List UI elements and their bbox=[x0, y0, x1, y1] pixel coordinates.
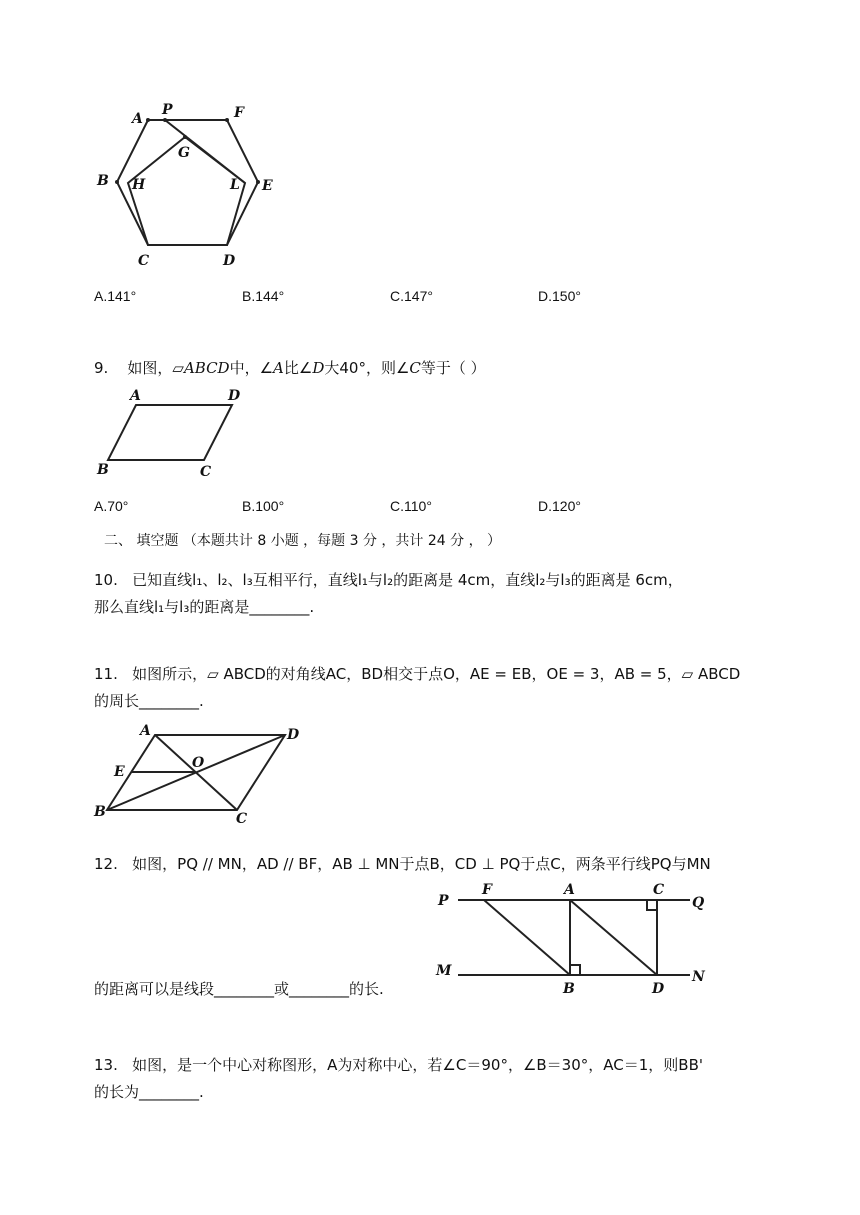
q9-text-a: 如图， bbox=[127, 359, 173, 377]
q9-angle3: C bbox=[409, 359, 421, 377]
q8-label-p: P bbox=[162, 102, 173, 118]
q11-line2: 的周长________. bbox=[94, 692, 204, 710]
q12-line2: 的距离可以是线段________或________的长. bbox=[94, 980, 384, 998]
q8-option-a: A.141° bbox=[94, 288, 137, 304]
q12-line1 bbox=[94, 854, 711, 874]
q9-label-d: D bbox=[228, 388, 241, 404]
q11-figure bbox=[90, 720, 310, 830]
q11-label-e: E bbox=[114, 764, 125, 780]
q8-figure bbox=[90, 95, 290, 275]
q13-text-1: 如图，是一个中心对称图形，A为对称中心，若∠C＝90°，∠B＝30°，AC＝1，则BB' bbox=[132, 1056, 703, 1074]
q11-line1 bbox=[94, 664, 740, 684]
q12-label-c: C bbox=[653, 882, 665, 898]
q9-option-c: C.110° bbox=[390, 498, 432, 514]
q9-angle2: D bbox=[312, 359, 325, 377]
q8-option-d: D.150° bbox=[538, 288, 581, 304]
q12-label-m: M bbox=[436, 963, 452, 979]
q10-number: 10. bbox=[94, 571, 118, 589]
q8-label-f: F bbox=[234, 105, 244, 121]
q10-text-1: 已知直线l₁、l₂、l₃互相平行，直线l₁与l₂的距离是 4cm，直线l₂与l₃的距离是 6cm， bbox=[132, 571, 683, 589]
q9-text-b: 中，∠ bbox=[229, 359, 274, 377]
q8-label-a: A bbox=[132, 111, 143, 127]
q10-line1 bbox=[94, 570, 683, 590]
q9-option-d: D.120° bbox=[538, 498, 581, 514]
q12-text-1: 如图，PQ // MN，AD // BF，AB ⊥ MN于点B，CD ⊥ PQ于点C，两条平行线PQ与MN bbox=[132, 855, 711, 873]
q9-text-e: 等于（ ） bbox=[420, 359, 486, 377]
q8-label-b: B bbox=[97, 173, 109, 189]
q8-label-l: L bbox=[230, 177, 240, 193]
q11-label-d: D bbox=[287, 727, 300, 743]
q9-angle1: A bbox=[273, 359, 284, 377]
q12-right-angle-b bbox=[570, 965, 580, 975]
q12-label-f: F bbox=[482, 882, 492, 898]
q8-option-b: B.144° bbox=[242, 288, 285, 304]
q9-figure bbox=[92, 385, 252, 480]
q9-parallelogram bbox=[108, 405, 232, 460]
q10-line2: 那么直线l₁与l₃的距离是________. bbox=[94, 598, 315, 616]
q12-label-a: A bbox=[564, 882, 575, 898]
q9-option-b: B.100° bbox=[242, 498, 285, 514]
q11-number: 11. bbox=[94, 665, 118, 683]
q9-text-c: 比∠ bbox=[283, 359, 313, 377]
q9-text-d: 大40°，则∠ bbox=[324, 359, 410, 377]
q9-number: 9. bbox=[94, 359, 109, 377]
q12-figure bbox=[430, 875, 720, 1000]
q8-label-c: C bbox=[138, 253, 150, 269]
q12-label-n: N bbox=[692, 969, 705, 985]
q9-question bbox=[94, 358, 486, 378]
q11-label-c: C bbox=[236, 811, 248, 827]
q11-label-o: O bbox=[192, 755, 205, 771]
q11-text-1: 如图所示，▱ ABCD的对角线AC，BD相交于点O，AE = EB，OE = 3，AB = 5，▱ ABCD bbox=[132, 665, 741, 683]
q13-line1 bbox=[94, 1055, 703, 1075]
q9-label-b: B bbox=[97, 462, 109, 478]
q11-label-a: A bbox=[140, 723, 151, 739]
q13-number: 13. bbox=[94, 1056, 118, 1074]
q9-shape: ▱ABCD bbox=[172, 359, 230, 377]
q9-label-a: A bbox=[130, 388, 141, 404]
q12-number: 12. bbox=[94, 855, 118, 873]
q12-label-d: D bbox=[652, 981, 665, 997]
q8-option-c: C.147° bbox=[390, 288, 433, 304]
q9-label-c: C bbox=[200, 464, 212, 480]
q13-line2: 的长为________. bbox=[94, 1083, 204, 1101]
q8-label-e: E bbox=[262, 178, 273, 194]
q11-label-b: B bbox=[94, 804, 106, 820]
q9-option-a: A.70° bbox=[94, 498, 129, 514]
q8-label-h: H bbox=[132, 177, 146, 193]
q8-label-g: G bbox=[178, 145, 190, 161]
q12-segment-ad bbox=[570, 900, 657, 975]
q8-label-d: D bbox=[223, 253, 236, 269]
q12-right-angle-c bbox=[647, 900, 657, 910]
q12-label-b: B bbox=[563, 981, 575, 997]
q12-label-p: P bbox=[438, 893, 449, 909]
q12-segment-fb bbox=[484, 900, 570, 975]
q12-label-q: Q bbox=[692, 895, 705, 911]
section2-title: 二、 填空题 （本题共计 8 小题 ，每题 3 分 ，共计 24 分 ， ） bbox=[104, 533, 502, 549]
q8-line-pl bbox=[165, 120, 245, 183]
